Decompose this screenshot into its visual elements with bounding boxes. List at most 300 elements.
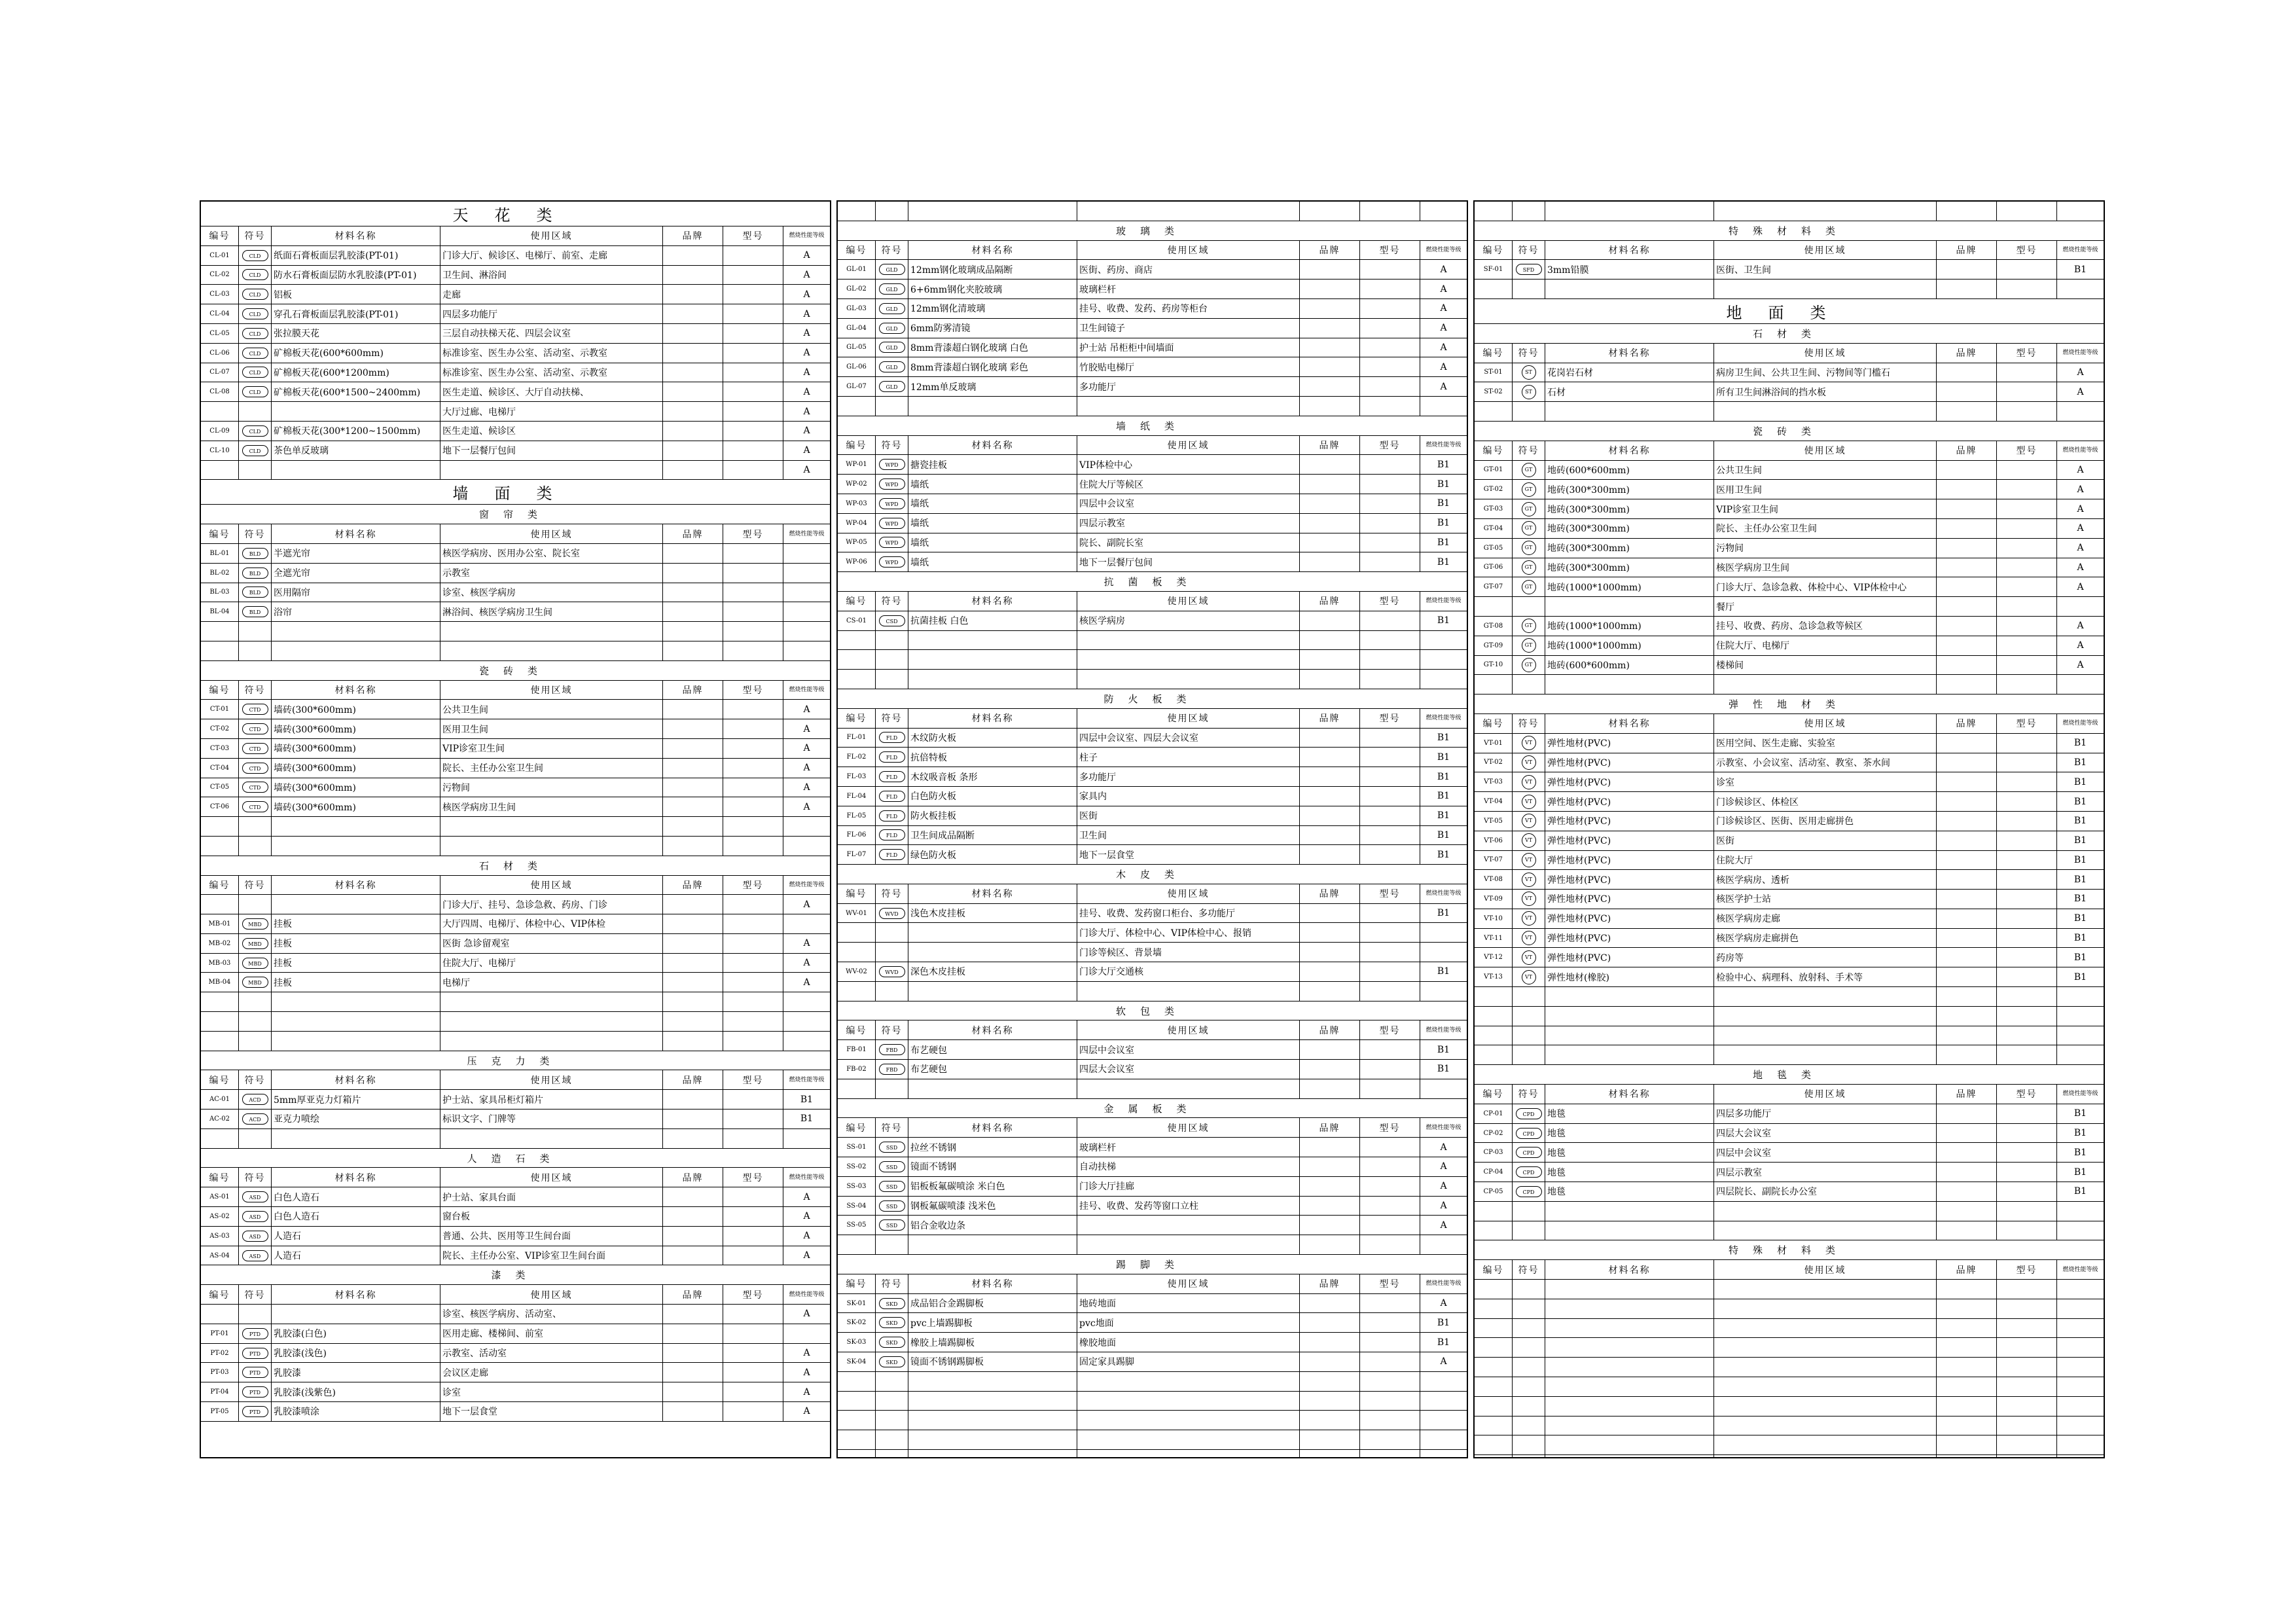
usage-area: 医用空间、医生走廊、实验室 [1714,734,1937,753]
fire-grade: A [803,1231,810,1242]
header-symbol: 符号 [239,1168,272,1187]
material-code: PT-01 [201,1324,239,1343]
model-cell [1997,929,2057,948]
material-name: 墙砖(300*600mm) [272,759,440,778]
empty-cell [1714,675,1937,694]
header-model: 型号 [723,876,783,895]
header-symbol: 符号 [876,709,908,728]
material-code: SK-04 [838,1352,876,1371]
header-material: 材料名称 [272,226,440,245]
header-area: 使用区域 [440,1168,663,1187]
material-symbol-icon: FLD [879,849,905,860]
table-row [838,475,1467,494]
brand-cell [1937,851,1997,870]
brand-cell [1300,826,1360,845]
table-row [201,1382,830,1402]
material-code: AS-02 [201,1207,239,1226]
brand-cell [663,324,723,343]
empty-cell [663,1012,723,1031]
header-code: 编号 [838,709,876,728]
fire-grade: A [803,782,810,793]
model-cell [1997,617,2057,636]
usage-area: 院长、主任办公室卫生间 [440,759,663,778]
empty-cell [1997,1358,2057,1377]
header-symbol: 符号 [1513,344,1545,363]
header-brand: 品牌 [663,681,723,700]
empty-cell [1714,1416,1937,1435]
header-fire-grade: 燃烧性能等级 [1426,890,1462,897]
table-row [201,602,830,622]
material-symbol-icon: FLD [879,810,905,821]
table-row [1475,772,2104,792]
header-symbol: 符号 [239,1285,272,1304]
fire-grade: B1 [2073,874,2087,885]
material-code: BL-01 [201,544,239,563]
material-name: 防水石膏板面层防水乳胶漆(PT-01) [272,266,440,285]
header-area: 使用区域 [1077,592,1300,611]
empty-cell [2057,1026,2104,1045]
material-name: 8mm背漆超白钢化玻璃 彩色 [908,357,1077,376]
empty-cell [1714,1026,1937,1045]
header-code: 编号 [838,884,876,903]
brand-cell [1300,260,1360,279]
usage-area: 门诊等候区、背景墙 [1077,943,1300,962]
material-name: 墙砖(300*600mm) [272,778,440,797]
material-code: CS-01 [838,611,876,630]
empty-cell [908,650,1077,669]
empty-cell [1997,1026,2057,1045]
symbol-badge-icon [876,1138,908,1157]
fire-grade: A [803,763,810,774]
empty-cell [1475,675,1513,694]
fire-grade: B1 [1437,498,1450,509]
symbol-badge-icon [1513,461,1545,480]
table-row [1475,260,2104,280]
symbol-badge-icon [1513,967,1545,986]
table-row [838,514,1467,533]
empty-cell [1545,1397,1714,1416]
material-symbol-icon: GLD [879,323,905,334]
table-row [838,611,1467,631]
material-name: 白色人造石 [272,1187,440,1206]
fire-grade: B1 [2073,913,2087,924]
material-code: CL-02 [201,266,239,285]
symbol-badge-icon [239,1207,272,1226]
model-cell [723,1305,783,1324]
material-symbol-icon: WVD [879,966,905,977]
symbol-badge-icon [876,729,908,748]
material-code [201,1305,239,1324]
blank-row [1475,1202,2104,1221]
brand-cell [1300,845,1360,864]
brand-cell [663,739,723,758]
material-name: 医用隔帘 [272,583,440,602]
empty-cell [2057,1045,2104,1064]
empty-cell [1475,1377,1513,1396]
material-name: 石材 [1545,382,1714,401]
empty-cell [2057,1377,2104,1396]
material-name: 8mm背漆超白钢化玻璃 白色 [908,338,1077,357]
table-row [1475,597,2104,617]
table-row [838,319,1467,338]
table-row [838,455,1467,475]
usage-area: 医用走廊、楼梯间、前室 [440,1324,663,1343]
model-cell [1997,890,2057,909]
symbol-badge-icon [876,260,908,279]
table-row [201,564,830,583]
brand-cell [663,719,723,738]
symbol-badge-icon [1513,1163,1545,1182]
blank-row [201,837,830,856]
usage-area: 三层自动扶梯天花、四层会议室 [440,324,663,343]
model-cell [723,778,783,797]
table-row [838,494,1467,514]
empty-cell [876,982,908,1001]
header-model: 型号 [1997,1260,2057,1279]
fire-grade: A [2077,464,2084,475]
empty-cell [1714,280,1937,298]
material-code: CP-02 [1475,1124,1513,1143]
material-code: WP-02 [838,475,876,494]
model-cell [723,324,783,343]
empty-cell [1077,670,1300,689]
material-symbol-icon: FBD [879,1044,905,1055]
brand-cell [663,1382,723,1401]
brand-cell [663,914,723,933]
symbol-badge-icon [1513,792,1545,811]
empty-cell [908,397,1077,416]
header-model: 型号 [1360,884,1420,903]
symbol-badge-icon [876,1060,908,1079]
usage-area: 标准诊室、医生办公室、活动室、示教室 [440,363,663,382]
material-name: 弹性地材(PVC) [1545,948,1714,967]
empty-cell [1475,1319,1513,1338]
brand-cell [663,422,723,441]
brand-cell [1300,494,1360,513]
usage-area: 核医学病房、透析 [1714,870,1937,889]
symbol-badge-icon [1513,480,1545,499]
material-name: 浅色木皮挂板 [908,904,1077,923]
empty-cell [1545,1455,1714,1458]
usage-area: 地下一层食堂 [1077,845,1300,864]
table-row [1475,1104,2104,1124]
fire-grade: A [1440,361,1447,372]
fire-grade: B1 [2073,816,2087,827]
brand-cell [663,797,723,816]
model-cell [723,973,783,992]
symbol-badge-icon [239,441,272,460]
empty-cell [908,1450,1077,1458]
symbol-badge-icon [876,319,908,338]
usage-area: 四层中会议室 [1077,1040,1300,1059]
model-cell [1997,656,2057,675]
fire-grade: A [1440,1356,1447,1367]
table-row [838,1177,1467,1197]
material-code: WP-01 [838,455,876,474]
section-title: 压克力类 [201,1051,830,1071]
material-symbol-icon: GT [1522,580,1536,594]
material-code: FL-06 [838,826,876,845]
symbol-badge-icon [876,377,908,396]
fire-grade: A [2077,581,2084,592]
section-title: 木皮类 [838,865,1467,884]
material-symbol-icon: CTD [242,763,268,774]
fire-grade: A [1440,381,1447,392]
usage-area: 医街、药房、商店 [1077,260,1300,279]
table-row [201,324,830,344]
header-material: 材料名称 [272,681,440,700]
material-code: WP-04 [838,514,876,533]
table-row [1475,363,2104,383]
header-symbol: 符号 [239,681,272,700]
empty-cell [1545,280,1714,298]
fire-grade: A [803,367,810,378]
fire-grade: A [2077,621,2084,632]
material-code: VT-03 [1475,772,1513,791]
empty-cell [1997,1435,2057,1454]
section-title: 抗菌板类 [838,572,1467,592]
header-material: 材料名称 [908,436,1077,455]
usage-area: 楼梯间 [1714,656,1937,675]
empty-cell [1300,631,1360,650]
table-row [838,923,1467,943]
material-name: 铝合金收边条 [908,1216,1077,1235]
symbol-badge-icon [1513,260,1545,279]
header-area: 使用区域 [1077,1020,1300,1039]
empty-cell [1937,1455,1997,1458]
material-symbol-icon: CSD [879,615,905,626]
table-row [201,363,830,383]
brand-cell [1300,1197,1360,1216]
header-code: 编号 [838,1274,876,1293]
usage-area: 多功能厅 [1077,767,1300,786]
blank-row [1475,1455,2104,1458]
material-code: ST-02 [1475,382,1513,401]
model-cell [1360,475,1420,494]
symbol-badge-icon [876,1197,908,1216]
brand-cell [1937,1182,1997,1201]
symbol-badge-icon [1513,636,1545,655]
brand-cell [663,1246,723,1265]
fire-grade [1420,923,1467,942]
header-model: 型号 [1997,344,2057,363]
material-code: ST-01 [1475,363,1513,382]
model-cell [723,1207,783,1226]
header-symbol: 符号 [1513,1085,1545,1104]
material-name: 穿孔石膏板面层乳胶漆(PT-01) [272,304,440,323]
header-brand: 品牌 [663,1285,723,1304]
empty-cell [2057,1202,2104,1221]
material-code: CL-08 [201,382,239,401]
brand-cell [663,1402,723,1421]
usage-area: 门诊候诊区、体检区 [1714,792,1937,811]
usage-area: 医街、卫生间 [1714,260,1937,279]
table-row [201,895,830,914]
usage-area: 餐厅 [1714,597,1937,616]
material-symbol-icon: PTD [242,1386,268,1398]
empty-cell [1300,982,1360,1001]
material-name: 墙纸 [908,552,1077,571]
header-material: 材料名称 [272,1168,440,1187]
header-fire-grade: 燃烧性能等级 [2062,246,2098,253]
material-symbol-icon: BLD [242,606,268,617]
section-title: 墙面类 [201,480,830,505]
material-symbol-icon: GT [1522,521,1536,535]
material-symbol-icon: CLD [242,328,268,339]
material-name: 浴帘 [272,602,440,621]
empty-cell [876,202,908,221]
symbol-badge-icon [239,1187,272,1206]
empty-cell [838,202,876,221]
header-brand: 品牌 [1300,1118,1360,1137]
material-name: 墙纸 [908,533,1077,552]
usage-area: 大厅过廊、电梯厅 [440,402,663,421]
schedule-panel-ceiling-wall [200,200,831,1458]
table-row [201,304,830,324]
empty-cell [1077,397,1300,416]
header-brand: 品牌 [1937,241,1997,260]
fire-grade: B1 [1437,478,1450,490]
material-name: 白色人造石 [272,1207,440,1226]
symbol-badge-icon [1513,577,1545,596]
model-cell [1360,455,1420,474]
material-name: 12mm钢化清玻璃 [908,299,1077,318]
model-cell [723,895,783,914]
empty-cell [1545,1358,1714,1377]
empty-cell [1937,675,1997,694]
brand-cell [663,1090,723,1109]
material-code: GL-07 [838,377,876,396]
usage-area: 竹胶贴电梯厅 [1077,357,1300,376]
header-code: 编号 [201,1070,239,1089]
empty-cell [2057,202,2104,221]
brand-cell [1300,1060,1360,1079]
material-symbol-icon: PTD [242,1348,268,1359]
symbol-badge-icon [1513,656,1545,675]
usage-area: 四层示教室 [1714,1163,1937,1182]
table-header-row [838,1020,1467,1040]
blank-row [838,982,1467,1001]
material-code: GL-01 [838,260,876,279]
material-code: GL-04 [838,319,876,338]
empty-cell [1937,1280,1997,1299]
empty-cell [1714,1202,1937,1221]
table-row [201,402,830,422]
table-row [1475,382,2104,402]
material-code: FL-04 [838,787,876,806]
empty-cell [2057,1221,2104,1240]
material-symbol-icon: GT [1522,482,1536,497]
empty-cell [1714,1007,1937,1026]
empty-cell [1937,1221,1997,1240]
brand-cell [1300,923,1360,942]
brand-cell [1937,967,1997,986]
empty-cell [239,837,272,856]
empty-cell [239,622,272,641]
header-model: 型号 [723,1168,783,1187]
symbol-badge-icon [239,461,272,480]
material-code [201,402,239,421]
material-symbol-icon: BLD [242,586,268,598]
fire-grade: A [803,1348,810,1359]
empty-cell [1475,280,1513,298]
symbol-badge-icon [239,1363,272,1382]
empty-cell [1360,1235,1420,1254]
usage-area: 诊室 [1714,772,1937,791]
material-code: CL-10 [201,441,239,460]
material-symbol-icon: ACD [242,1094,268,1105]
header-brand: 品牌 [663,226,723,245]
table-row [201,739,830,759]
symbol-badge-icon [876,923,908,942]
usage-area: 护士站 吊柜柜中间墙面 [1077,338,1300,357]
model-cell [723,602,783,621]
usage-area: 医生走道、候诊区 [440,422,663,441]
material-name: 半遮光帘 [272,544,440,563]
usage-area: 挂号、收费、发药、药房等柜台 [1077,299,1300,318]
empty-cell [1937,1435,1997,1454]
table-header-row [838,709,1467,729]
table-row [1475,792,2104,812]
empty-cell [2057,1455,2104,1458]
material-name: 木纹防火板 [908,729,1077,748]
symbol-badge-icon [239,719,272,738]
table-row [201,1344,830,1363]
symbol-badge-icon [876,748,908,767]
usage-area: 检验中心、病理科、放射科、手术等 [1714,967,1937,986]
material-code: CT-01 [201,700,239,719]
brand-cell [1300,787,1360,806]
usage-area: 住院大厅 [1714,851,1937,870]
empty-cell [2057,1007,2104,1026]
symbol-badge-icon [239,304,272,323]
header-area: 使用区域 [1077,436,1300,455]
empty-cell [783,622,830,641]
header-model: 型号 [1360,1020,1420,1039]
material-symbol-icon: SKD [879,1298,905,1309]
brand-cell [1300,729,1360,748]
empty-cell [1513,1007,1545,1026]
symbol-badge-icon [239,914,272,933]
empty-cell [1937,1202,1997,1221]
model-cell [723,1227,783,1246]
empty-cell [1513,1455,1545,1458]
material-name: 弹性地材(PVC) [1545,792,1714,811]
empty-cell [1513,1299,1545,1318]
usage-area: 四层中会议室 [1077,494,1300,513]
empty-cell [876,1392,908,1411]
section-title: 地面类 [1475,299,2104,324]
material-code: WV-02 [838,962,876,981]
fire-grade: B1 [1437,1064,1450,1075]
table-row [838,943,1467,962]
usage-area: 住院大厅、电梯厅 [440,954,663,973]
symbol-badge-icon [1513,1182,1545,1201]
table-row [838,299,1467,319]
fire-grade: B1 [1437,732,1450,743]
empty-cell [876,1411,908,1430]
table-row [201,583,830,603]
table-row [838,787,1467,806]
usage-area: 护士站、家具台面 [440,1187,663,1206]
material-symbol-icon: GLD [879,303,905,314]
empty-cell [1420,1079,1467,1098]
table-header-row [838,436,1467,456]
empty-cell [663,641,723,660]
header-code: 编号 [838,1118,876,1137]
table-row [838,1040,1467,1060]
material-code: SS-01 [838,1138,876,1157]
